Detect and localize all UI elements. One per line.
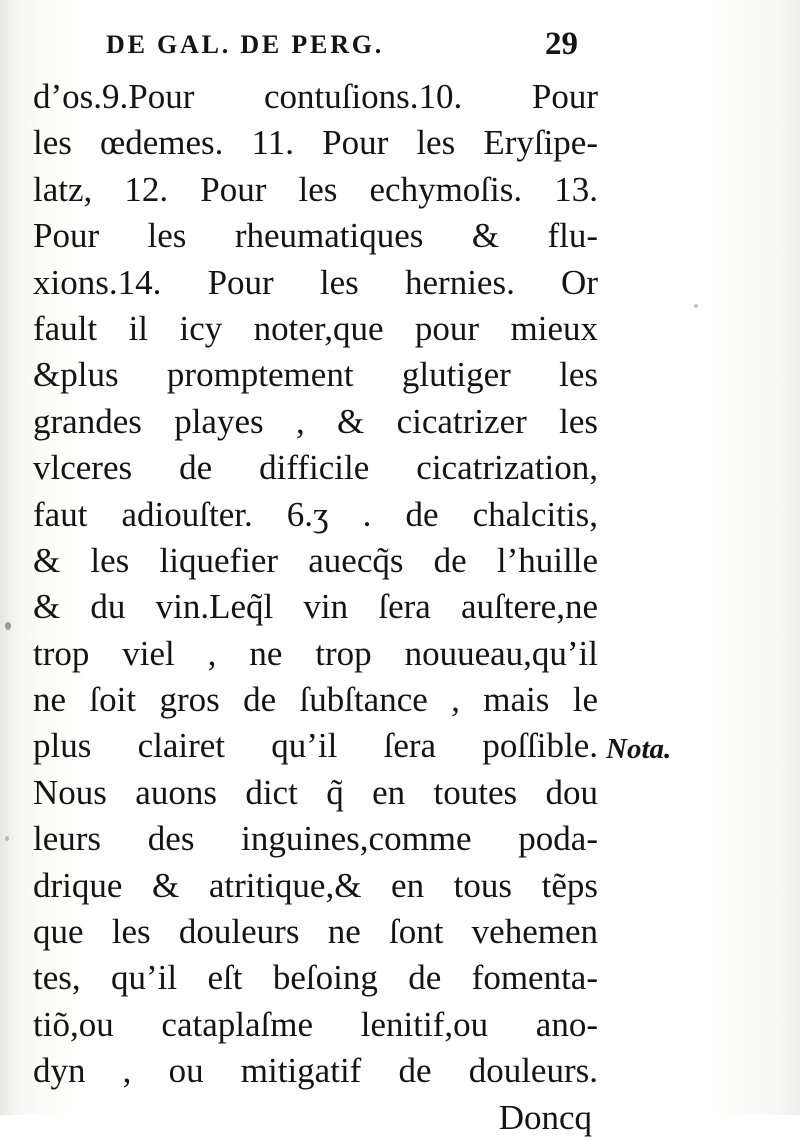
catchword: Doncq: [498, 1097, 592, 1137]
page-number: 29: [545, 26, 578, 62]
text-line: trop viel , ne trop nouueau,qu’il: [33, 633, 598, 673]
text-line: fault il icy noter,que pour mieux: [33, 308, 598, 348]
page-header: [100, 24, 600, 68]
text-line: faut adiouſter. 6.ʒ . de chalcitis,: [33, 494, 598, 534]
text-line: Nous auons dict q̃ en toutes dou: [33, 772, 598, 812]
running-head: DE GAL. DE PERG.: [106, 30, 385, 59]
text-line: &plus promptement glutiger les: [33, 355, 598, 395]
ink-speck: [5, 622, 11, 630]
text-line: grandes playes , & cicatrizer les: [33, 401, 598, 441]
page-gutter-shadow: [0, 0, 18, 1115]
text-line: Pour les rheumatiques & flu-: [33, 216, 598, 256]
text-line: dyn , ou mitigatif de douleurs.: [33, 1051, 598, 1091]
ink-speck: [694, 304, 698, 308]
text-line: tiõ,ou cataplaſme lenitif,ou ano-: [33, 1004, 598, 1044]
text-line: d’os.9.Pour contuſions.10. Pour: [33, 77, 598, 116]
text-line: plus clairet qu’il ſera poſſible.: [33, 726, 598, 766]
text-line: tes, qu’il eſt beſoing de fomenta-: [33, 958, 598, 998]
ink-speck: [5, 836, 9, 841]
body-text: [33, 74, 598, 1141]
text-line: latz, 12. Pour les echymoſis. 13.: [33, 169, 598, 209]
text-line: & les liquefier auecq̃s de l’huille: [33, 540, 598, 580]
text-line: leurs des inguines,comme poda-: [33, 819, 598, 859]
text-line: les œdemes. 11. Pour les Eryſipe-: [33, 123, 598, 163]
text-line: drique & atritique,& en tous tẽps: [33, 865, 598, 905]
text-line: & du vin.Leq̃l vin ſera auſtere,ne: [33, 587, 598, 627]
text-line: que les douleurs ne ſont vehemen: [33, 912, 598, 952]
text-line: vlceres de difficile cicatrization,: [33, 448, 598, 488]
marginal-note: Nota.: [606, 733, 672, 765]
text-line: ne ſoit gros de ſubſtance , mais le: [33, 680, 598, 720]
text-line: xions.14. Pour les hernies. Or: [33, 262, 598, 302]
